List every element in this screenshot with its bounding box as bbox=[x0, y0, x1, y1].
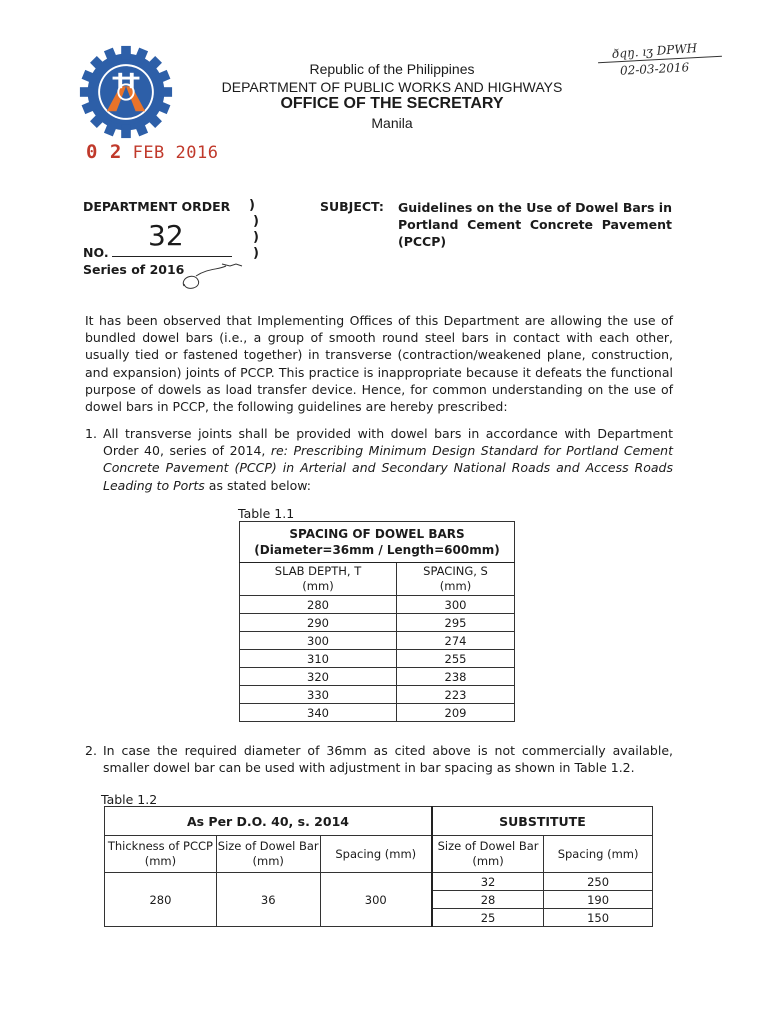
table-cell: 274 bbox=[397, 632, 515, 650]
table-cell: 238 bbox=[397, 668, 515, 686]
table-cell: 28 bbox=[432, 891, 544, 909]
date-stamp-day: 0 2 bbox=[86, 141, 122, 163]
group-header-substitute: SUBSTITUTE bbox=[432, 807, 653, 836]
column-header-spacing bbox=[397, 563, 515, 596]
item-1-text bbox=[103, 425, 673, 494]
column-header-text: SLAB DEPTH, T bbox=[274, 564, 362, 578]
table-cell: 190 bbox=[544, 891, 653, 909]
table-cell: 209 bbox=[397, 704, 515, 722]
order-number: 32 bbox=[148, 219, 184, 252]
column-header-slab-depth bbox=[240, 563, 397, 596]
group-header-do40: As Per D.O. 40, s. 2014 bbox=[105, 807, 432, 836]
table-cell: 250 bbox=[544, 873, 653, 891]
table-title-line-2: (Diameter=36mm / Length=600mm) bbox=[254, 543, 500, 557]
table-cell: 25 bbox=[432, 909, 544, 927]
table-cell: 150 bbox=[544, 909, 653, 927]
column-header-spacing: Spacing (mm) bbox=[320, 836, 432, 873]
table-row bbox=[240, 596, 515, 614]
department-order-label: DEPARTMENT ORDER bbox=[83, 199, 231, 214]
gear-tooth bbox=[121, 125, 131, 138]
table-cell: 300 bbox=[320, 873, 432, 927]
subject-label: SUBJECT: bbox=[320, 199, 384, 214]
table-cell: 280 bbox=[240, 596, 397, 614]
table-cell: 320 bbox=[240, 668, 397, 686]
table-cell: 300 bbox=[240, 632, 397, 650]
substitute-dowel-table bbox=[104, 806, 653, 927]
intro-paragraph: It has been observed that Implementing Offices of this Department are allowing the use of bundled dowel bars (i.e., a group of smooth round steel bars in contact with each other, usually tied or fastened together) in transverse (contraction/weakened plane, construction, and expansion) joints of PCCP. This practice is inappropriate because it defeats the functional purpose of dowels as load transfer device. Hence, for common understanding on the use of dowel bars in PCCP, the following guidelines are hereby prescribed: bbox=[85, 313, 673, 415]
table-row bbox=[240, 686, 515, 704]
annotation-line-1: ðqŋ. ıʒ DPWH bbox=[611, 41, 698, 61]
subject-text: Guidelines on the Use of Dowel Bars in Portland Cement Concrete Pavement (PCCP) bbox=[398, 200, 672, 249]
column-header-unit: (mm) bbox=[439, 579, 472, 593]
table-cell: 340 bbox=[240, 704, 397, 722]
paren: ) bbox=[253, 230, 259, 245]
header-office: OFFICE OF THE SECRETARY bbox=[280, 95, 504, 112]
table-row bbox=[240, 632, 515, 650]
table-1-1-caption: Table 1.1 bbox=[238, 506, 295, 521]
gear-tooth bbox=[159, 87, 172, 97]
table-cell: 36 bbox=[216, 873, 320, 927]
item-number: 1. bbox=[85, 426, 97, 441]
table-row bbox=[240, 650, 515, 668]
table-title-line-1: SPACING OF DOWEL BARS bbox=[289, 527, 465, 541]
table-row bbox=[240, 668, 515, 686]
table-1-2-caption: Table 1.2 bbox=[101, 792, 158, 807]
gear-tooth bbox=[80, 87, 93, 97]
table-cell: 300 bbox=[397, 596, 515, 614]
table-cell: 330 bbox=[240, 686, 397, 704]
table-title bbox=[240, 522, 515, 563]
table-cell: 280 bbox=[105, 873, 217, 927]
item-1-text-a: All transverse joints shall be provided with dowel bars in accordance with Department Order 40, series of 2014, bbox=[103, 426, 673, 459]
guideline-item-2 bbox=[85, 742, 673, 776]
column-header-dowel-size: Size of Dowel Bar (mm) bbox=[216, 836, 320, 873]
item-number: 2. bbox=[85, 743, 97, 758]
paren: ) bbox=[253, 246, 259, 261]
header-republic: Republic of the Philippines bbox=[309, 61, 475, 77]
item-1-text-b: as stated below: bbox=[204, 477, 312, 493]
gear-tooth bbox=[121, 46, 131, 59]
column-header-text: SPACING, S bbox=[423, 564, 488, 578]
order-series: Series of 2016 bbox=[83, 262, 185, 277]
header-department: DEPARTMENT OF PUBLIC WORKS AND HIGHWAYS bbox=[221, 79, 563, 95]
table-row bbox=[240, 614, 515, 632]
dowel-spacing-table bbox=[239, 521, 515, 722]
table-cell: 32 bbox=[432, 873, 544, 891]
order-no-label: NO. bbox=[83, 245, 109, 260]
column-header-sub-dowel-size: Size of Dowel Bar (mm) bbox=[432, 836, 544, 873]
date-stamp-month-year: FEB 2016 bbox=[132, 143, 219, 163]
table-row bbox=[240, 704, 515, 722]
annotation-line-2: 02-03-2016 bbox=[619, 60, 690, 78]
order-number-rule bbox=[112, 256, 232, 257]
table-row bbox=[105, 873, 653, 891]
table-cell: 290 bbox=[240, 614, 397, 632]
date-stamp bbox=[86, 141, 218, 163]
header-city: Manila bbox=[371, 115, 413, 131]
table-cell: 310 bbox=[240, 650, 397, 668]
table-cell: 223 bbox=[397, 686, 515, 704]
paren: ) bbox=[249, 198, 255, 213]
column-header-thickness: Thickness of PCCP (mm) bbox=[105, 836, 217, 873]
paren: ) bbox=[253, 214, 259, 229]
table-cell: 255 bbox=[397, 650, 515, 668]
table-cell: 295 bbox=[397, 614, 515, 632]
item-1-reference: re: Prescribing Minimum Design Standard for Portland Cement Concrete Pavement (PCCP) in Arterial and Secondary National Roads and Access Roads Leading to Ports bbox=[103, 443, 674, 493]
handwritten-initial-mark bbox=[178, 258, 258, 294]
guideline-item-1 bbox=[85, 425, 673, 494]
dpwh-seal-logo bbox=[78, 44, 174, 140]
column-header-unit: (mm) bbox=[302, 579, 334, 593]
item-2-text: In case the required diameter of 36mm as cited above is not commercially available, smaller dowel bar can be used with adjustment in bar spacing as shown in Table 1.2. bbox=[103, 743, 673, 776]
column-header-sub-spacing: Spacing (mm) bbox=[544, 836, 653, 873]
